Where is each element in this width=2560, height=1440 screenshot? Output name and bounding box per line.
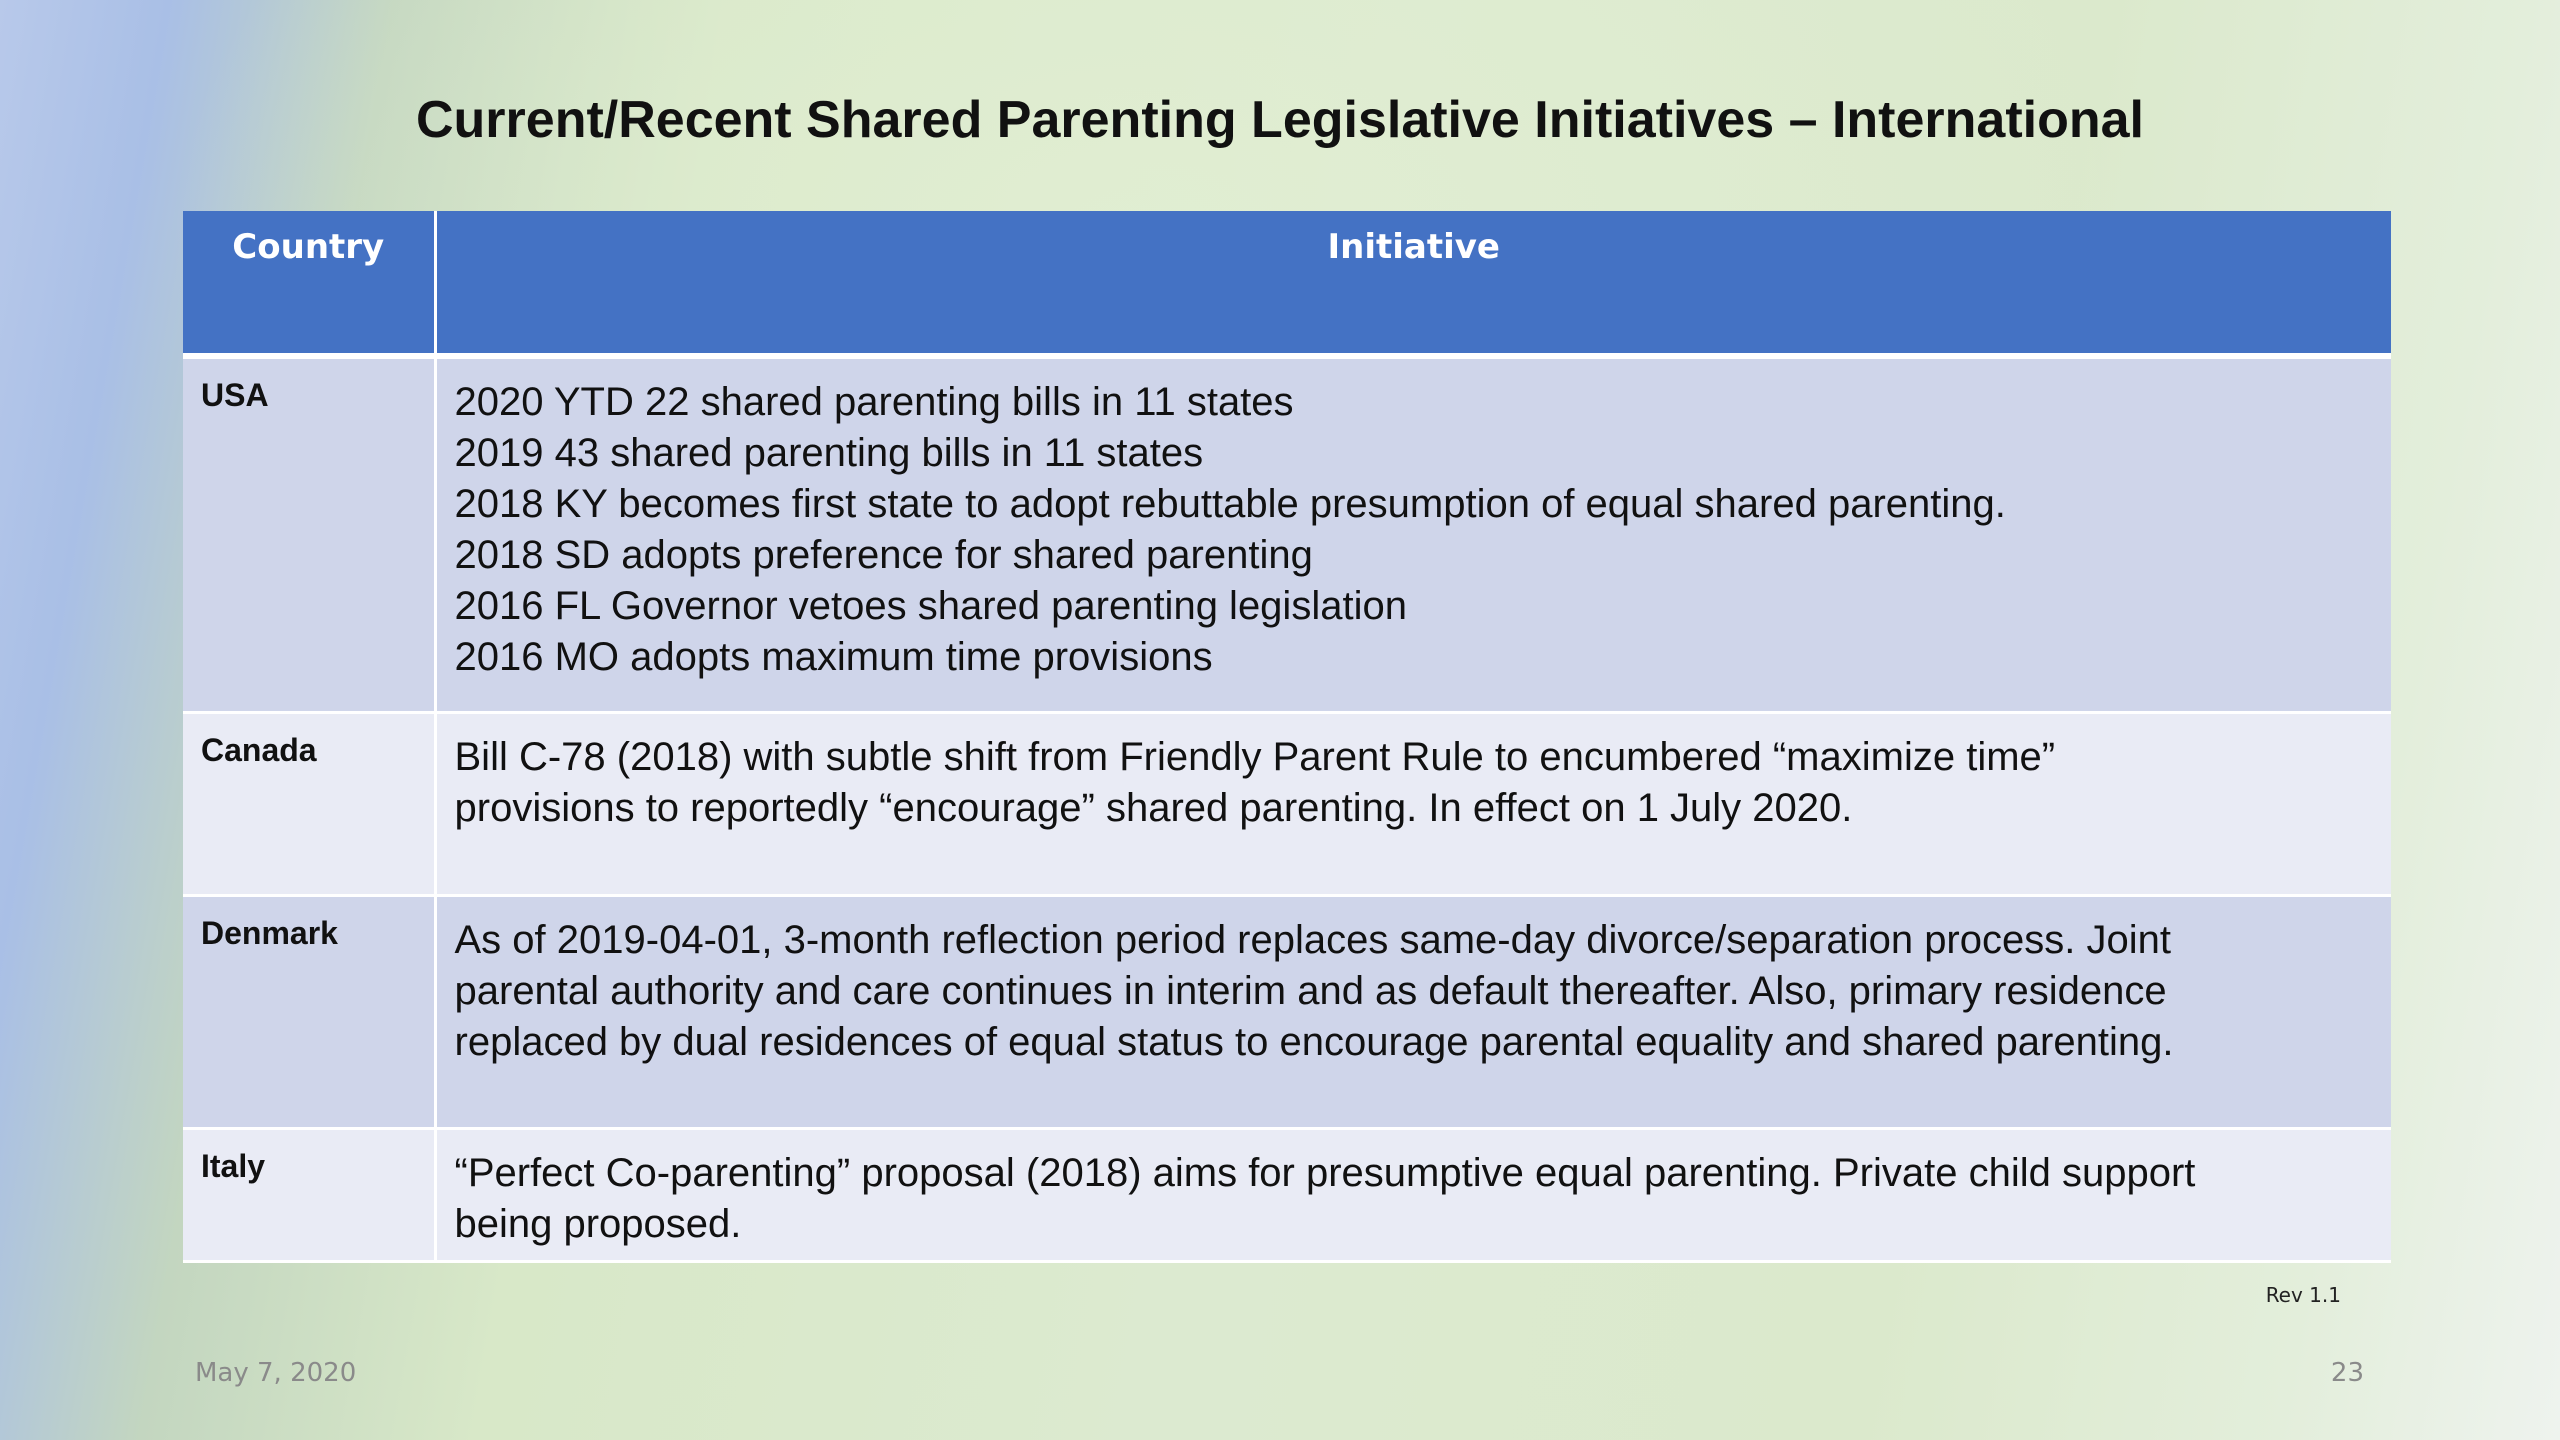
- country-cell: Canada: [183, 712, 435, 895]
- initiative-line: parental authority and care continues in interim and as default thereafter. Also, primary residence: [454, 968, 2167, 1013]
- initiative-cell: [435, 1128, 2391, 1261]
- initiative-line: 2018 SD adopts preference for shared parenting: [454, 533, 1313, 577]
- initiative-line: Bill C-78 (2018) with subtle shift from Friendly Parent Rule to encumbered “maximize time”: [454, 734, 2056, 779]
- page-number: 23: [2330, 1358, 2364, 1388]
- initiative-cell: [435, 356, 2391, 712]
- initiative-line: replaced by dual residences of equal status to encourage parental equality and shared parenting.: [454, 1019, 2174, 1064]
- initiative-line: 2016 MO adopts maximum time provisions: [454, 635, 1213, 679]
- initiatives-table: [183, 211, 2391, 1263]
- initiative-line: 2020 YTD 22 shared parenting bills in 11 states: [454, 380, 1294, 424]
- initiative-line: 2019 43 shared parenting bills in 11 states: [454, 431, 1204, 475]
- table-header-row: [183, 211, 2391, 356]
- table-row: [183, 895, 2391, 1128]
- slide-title: Current/Recent Shared Parenting Legislative Initiatives – International: [415, 91, 2144, 149]
- country-cell: Italy: [183, 1128, 435, 1261]
- initiative-line: “Perfect Co-parenting” proposal (2018) aims for presumptive equal parenting. Private child support: [454, 1150, 2196, 1195]
- initiative-line: 2018 KY becomes first state to adopt rebuttable presumption of equal shared parenting.: [454, 482, 2006, 526]
- initiative-cell: [435, 712, 2391, 895]
- table-row: [183, 712, 2391, 895]
- column-header-country: Country: [183, 211, 435, 356]
- initiative-line: provisions to reportedly “encourage” shared parenting. In effect on 1 July 2020.: [454, 785, 1853, 830]
- initiative-cell: [435, 895, 2391, 1128]
- table-row: [183, 356, 2391, 712]
- table-row: [183, 1128, 2391, 1261]
- column-header-initiative: Initiative: [435, 211, 2391, 356]
- footer-date: May 7, 2020: [195, 1358, 357, 1388]
- revision-label: Rev 1.1: [2265, 1283, 2341, 1307]
- country-cell: Denmark: [183, 895, 435, 1128]
- initiative-line: being proposed.: [454, 1201, 742, 1246]
- initiative-line: 2016 FL Governor vetoes shared parenting legislation: [454, 584, 1407, 628]
- initiative-line: As of 2019-04-01, 3-month reflection period replaces same-day divorce/separation process. Joint: [454, 917, 2171, 962]
- country-cell: USA: [183, 356, 435, 712]
